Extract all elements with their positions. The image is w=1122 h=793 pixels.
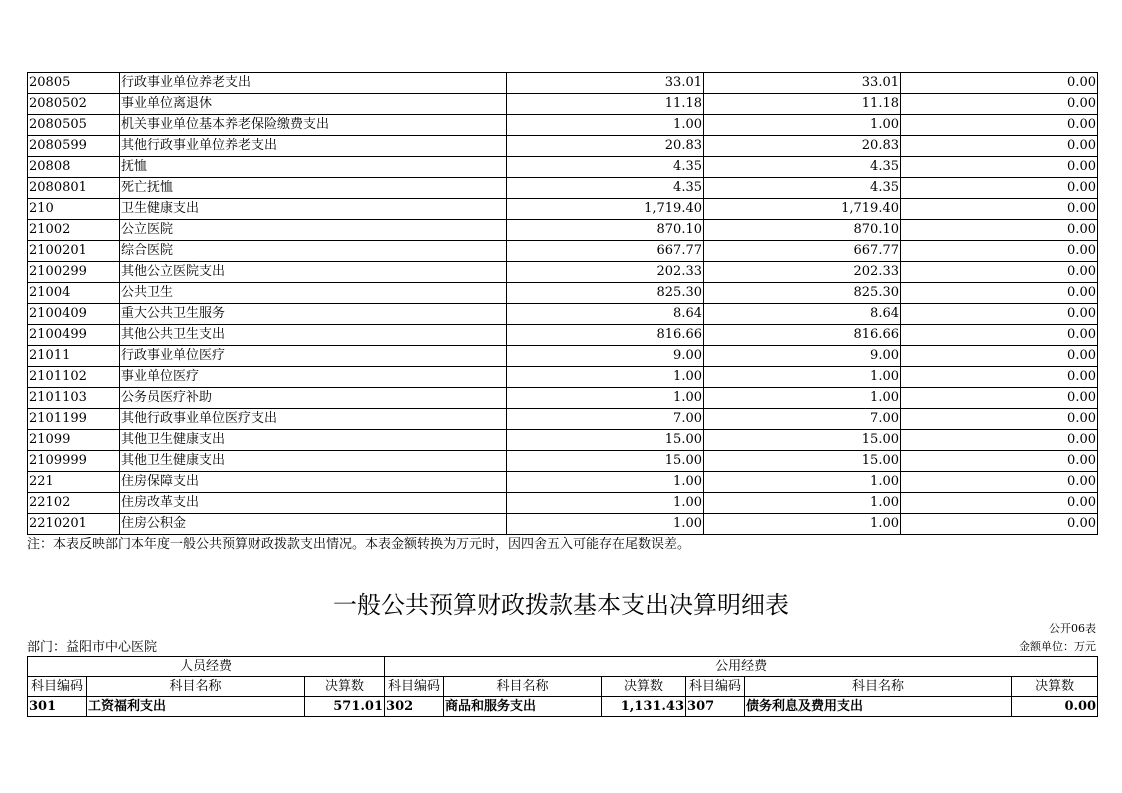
subject-code: 2210201 [28, 514, 120, 535]
table-row [28, 262, 1098, 283]
project-amount: 0.00 [901, 283, 1098, 304]
table-row [28, 325, 1098, 346]
subject-name: 卫生健康支出 [120, 199, 507, 220]
col-header-amount: 决算数 [305, 677, 385, 697]
subject-name: 其他行政事业单位养老支出 [120, 136, 507, 157]
project-amount: 0.00 [901, 493, 1098, 514]
subject-code: 2101102 [28, 367, 120, 388]
project-amount: 0.00 [901, 73, 1098, 94]
table-row [28, 283, 1098, 304]
debt-name: 债务利息及费用支出 [745, 697, 1012, 717]
column-header-row [28, 677, 1098, 697]
subject-name: 死亡抚恤 [120, 178, 507, 199]
subject-code: 2109999 [28, 451, 120, 472]
table-row [28, 115, 1098, 136]
basic-amount: 1,719.40 [704, 199, 901, 220]
total-amount: 33.01 [507, 73, 704, 94]
subject-code: 20805 [28, 73, 120, 94]
personnel-code: 301 [28, 697, 87, 717]
total-amount: 8.64 [507, 304, 704, 325]
project-amount: 0.00 [901, 157, 1098, 178]
subject-code: 2100201 [28, 241, 120, 262]
total-amount: 825.30 [507, 283, 704, 304]
basic-amount: 825.30 [704, 283, 901, 304]
table-row [28, 346, 1098, 367]
col-header-code: 科目编码 [385, 677, 444, 697]
total-amount: 816.66 [507, 325, 704, 346]
basic-amount: 1.00 [704, 493, 901, 514]
form-code: 公开06表 [1049, 622, 1096, 635]
table-row [28, 514, 1098, 535]
total-amount: 15.00 [507, 451, 704, 472]
total-amount: 1.00 [507, 388, 704, 409]
total-amount: 1.00 [507, 367, 704, 388]
total-amount: 667.77 [507, 241, 704, 262]
group-header-row [28, 657, 1098, 677]
expenditure-table-body [28, 73, 1098, 535]
project-amount: 0.00 [901, 136, 1098, 157]
basic-amount: 15.00 [704, 430, 901, 451]
basic-amount: 4.35 [704, 178, 901, 199]
table-row [28, 73, 1098, 94]
basic-amount: 4.35 [704, 157, 901, 178]
total-amount: 1,719.40 [507, 199, 704, 220]
subject-name: 事业单位医疗 [120, 367, 507, 388]
col-header-code: 科目编码 [28, 677, 87, 697]
total-amount: 1.00 [507, 472, 704, 493]
subject-code: 21004 [28, 283, 120, 304]
subject-code: 2100299 [28, 262, 120, 283]
table-row [28, 367, 1098, 388]
total-amount: 9.00 [507, 346, 704, 367]
subject-name: 其他行政事业单位医疗支出 [120, 409, 507, 430]
basic-amount: 20.83 [704, 136, 901, 157]
project-amount: 0.00 [901, 115, 1098, 136]
col-header-amount: 决算数 [602, 677, 686, 697]
basic-amount: 870.10 [704, 220, 901, 241]
subject-code: 2080502 [28, 94, 120, 115]
basic-amount: 8.64 [704, 304, 901, 325]
table-row [28, 697, 1098, 717]
project-amount: 0.00 [901, 325, 1098, 346]
project-amount: 0.00 [901, 430, 1098, 451]
project-amount: 0.00 [901, 178, 1098, 199]
project-amount: 0.00 [901, 409, 1098, 430]
total-amount: 1.00 [507, 115, 704, 136]
basic-amount: 1.00 [704, 367, 901, 388]
basic-amount: 1.00 [704, 388, 901, 409]
basic-amount: 816.66 [704, 325, 901, 346]
subject-name: 重大公共卫生服务 [120, 304, 507, 325]
table-row [28, 409, 1098, 430]
subject-name: 综合医院 [120, 241, 507, 262]
subject-name: 抚恤 [120, 157, 507, 178]
table-row [28, 94, 1098, 115]
personnel-amount: 571.01 [305, 697, 385, 717]
total-amount: 4.35 [507, 178, 704, 199]
col-header-name: 科目名称 [87, 677, 305, 697]
subject-name: 机关事业单位基本养老保险缴费支出 [120, 115, 507, 136]
table-row [28, 388, 1098, 409]
page-title: 一般公共预算财政拨款基本支出决算明细表 [333, 591, 789, 619]
subject-name: 公务员医疗补助 [120, 388, 507, 409]
basic-amount: 1.00 [704, 115, 901, 136]
table-row [28, 178, 1098, 199]
col-header-name: 科目名称 [745, 677, 1012, 697]
basic-amount: 667.77 [704, 241, 901, 262]
subject-name: 行政事业单位养老支出 [120, 73, 507, 94]
basic-amount: 7.00 [704, 409, 901, 430]
total-amount: 1.00 [507, 514, 704, 535]
table-row [28, 472, 1098, 493]
subject-code: 2101199 [28, 409, 120, 430]
basic-amount: 202.33 [704, 262, 901, 283]
subject-name: 行政事业单位医疗 [120, 346, 507, 367]
goods-name: 商品和服务支出 [444, 697, 602, 717]
subject-code: 21099 [28, 430, 120, 451]
table-row [28, 199, 1098, 220]
expenditure-table [27, 72, 1098, 535]
subject-name: 事业单位离退休 [120, 94, 507, 115]
table-row [28, 136, 1098, 157]
goods-amount: 1,131.43 [602, 697, 686, 717]
subject-name: 公立医院 [120, 220, 507, 241]
subject-code: 210 [28, 199, 120, 220]
personnel-name: 工资福利支出 [87, 697, 305, 717]
subject-code: 2101103 [28, 388, 120, 409]
table-row [28, 493, 1098, 514]
total-amount: 20.83 [507, 136, 704, 157]
project-amount: 0.00 [901, 94, 1098, 115]
total-amount: 1.00 [507, 493, 704, 514]
project-amount: 0.00 [901, 367, 1098, 388]
subject-name: 其他卫生健康支出 [120, 430, 507, 451]
total-amount: 202.33 [507, 262, 704, 283]
goods-code: 302 [385, 697, 444, 717]
basic-amount: 33.01 [704, 73, 901, 94]
subject-code: 21011 [28, 346, 120, 367]
col-header-amount: 决算数 [1012, 677, 1098, 697]
project-amount: 0.00 [901, 241, 1098, 262]
subject-code: 21002 [28, 220, 120, 241]
project-amount: 0.00 [901, 199, 1098, 220]
project-amount: 0.00 [901, 514, 1098, 535]
subject-code: 2080599 [28, 136, 120, 157]
subject-code: 2080801 [28, 178, 120, 199]
table-note: 注：本表反映部门本年度一般公共预算财政拨款支出情况。本表金额转换为万元时，因四舍五入可能存在尾数误差。 [27, 537, 691, 552]
table-row [28, 241, 1098, 262]
amount-unit-label: 金额单位：万元 [1019, 640, 1096, 653]
subject-code: 22102 [28, 493, 120, 514]
table-row [28, 451, 1098, 472]
table-row [28, 220, 1098, 241]
subject-name: 住房保障支出 [120, 472, 507, 493]
total-amount: 11.18 [507, 94, 704, 115]
total-amount: 7.00 [507, 409, 704, 430]
subject-code: 2100499 [28, 325, 120, 346]
project-amount: 0.00 [901, 388, 1098, 409]
debt-amount: 0.00 [1012, 697, 1098, 717]
total-amount: 15.00 [507, 430, 704, 451]
subject-code: 2080505 [28, 115, 120, 136]
total-amount: 4.35 [507, 157, 704, 178]
project-amount: 0.00 [901, 304, 1098, 325]
debt-code: 307 [686, 697, 745, 717]
subject-name: 住房公积金 [120, 514, 507, 535]
basic-amount: 1.00 [704, 514, 901, 535]
subject-code: 2100409 [28, 304, 120, 325]
personnel-group-header: 人员经费 [28, 657, 385, 677]
table-row [28, 430, 1098, 451]
project-amount: 0.00 [901, 451, 1098, 472]
total-amount: 870.10 [507, 220, 704, 241]
subject-code: 221 [28, 472, 120, 493]
basic-amount: 9.00 [704, 346, 901, 367]
col-header-code: 科目编码 [686, 677, 745, 697]
subject-name: 住房改革支出 [120, 493, 507, 514]
table-row [28, 157, 1098, 178]
department-label: 部门：益阳市中心医院 [27, 640, 158, 655]
project-amount: 0.00 [901, 220, 1098, 241]
subject-code: 20808 [28, 157, 120, 178]
subject-name: 其他卫生健康支出 [120, 451, 507, 472]
basic-amount: 15.00 [704, 451, 901, 472]
public-group-header: 公用经费 [385, 657, 1098, 677]
project-amount: 0.00 [901, 262, 1098, 283]
subject-name: 其他公共卫生支出 [120, 325, 507, 346]
basic-expenditure-table [27, 656, 1098, 717]
subject-name: 公共卫生 [120, 283, 507, 304]
basic-amount: 1.00 [704, 472, 901, 493]
table-row [28, 304, 1098, 325]
subject-name: 其他公立医院支出 [120, 262, 507, 283]
basic-amount: 11.18 [704, 94, 901, 115]
project-amount: 0.00 [901, 472, 1098, 493]
col-header-name: 科目名称 [444, 677, 602, 697]
project-amount: 0.00 [901, 346, 1098, 367]
